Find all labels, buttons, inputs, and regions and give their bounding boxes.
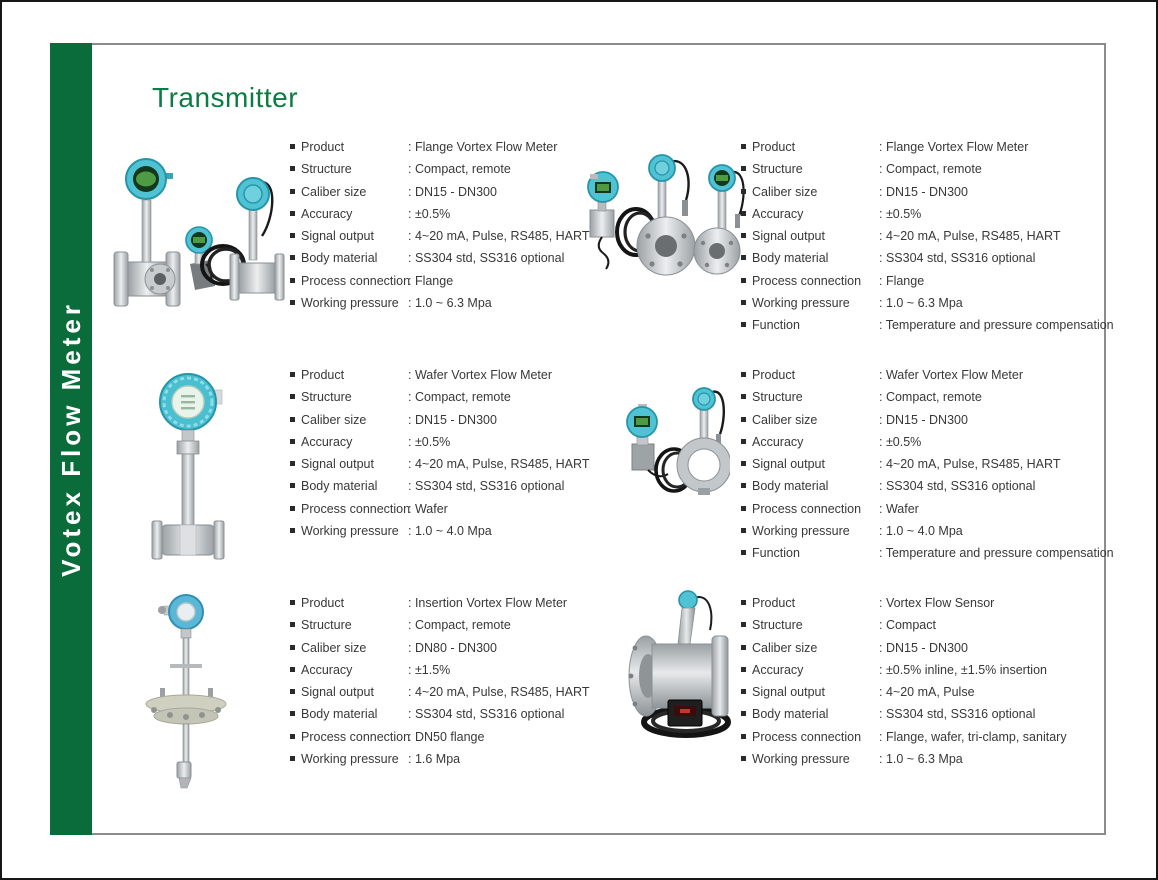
product-image-wafer-vortex-flow-meter-remote xyxy=(618,380,730,504)
spec-row xyxy=(741,726,1067,748)
spec-row xyxy=(290,520,589,542)
spec-row xyxy=(741,431,1114,453)
spec-row xyxy=(290,681,589,703)
spec-value: : Compact, remote xyxy=(879,162,982,177)
spec-row xyxy=(290,203,589,225)
spec-label: Working pressure xyxy=(752,524,850,539)
spec-label: Body material xyxy=(301,479,378,494)
spec-row xyxy=(741,225,1114,247)
spec-row xyxy=(290,158,589,180)
spec-value: : ±1.5% xyxy=(408,662,451,677)
spec-value: : Flange xyxy=(408,273,454,288)
bullet-square-icon xyxy=(741,394,746,399)
bullet-square-icon xyxy=(290,528,295,533)
spec-value: : SS304 std, SS316 optional xyxy=(879,707,1036,722)
spec-value: : Wafer Vortex Flow Meter xyxy=(408,368,553,382)
bullet-square-icon xyxy=(741,211,746,216)
spec-label: Accuracy xyxy=(752,434,804,449)
spec-row xyxy=(290,431,589,453)
bullet-square-icon xyxy=(290,689,295,694)
bullet-square-icon xyxy=(290,711,295,716)
bullet-square-icon xyxy=(741,189,746,194)
spec-label: Working pressure xyxy=(301,296,399,311)
bullet-square-icon xyxy=(741,372,746,377)
bullet-square-icon xyxy=(290,461,295,466)
spec-value: : SS304 std, SS316 optional xyxy=(879,479,1036,494)
bullet-square-icon xyxy=(741,300,746,305)
bullet-square-icon xyxy=(741,689,746,694)
spec-label: Product xyxy=(301,596,345,610)
bullet-square-icon xyxy=(741,461,746,466)
product-spec-block-4 xyxy=(741,364,1114,565)
bullet-square-icon xyxy=(741,278,746,283)
spec-row xyxy=(741,542,1114,564)
spec-row xyxy=(290,409,589,431)
spec-label: Structure xyxy=(752,390,803,405)
spec-row xyxy=(741,203,1114,225)
spec-row xyxy=(290,292,589,314)
page-title: Transmitter xyxy=(152,82,299,113)
bullet-square-icon xyxy=(290,417,295,422)
spec-row xyxy=(741,592,1067,614)
bullet-square-icon xyxy=(741,622,746,627)
spec-value: : 4~20 mA, Pulse, RS485, HART xyxy=(408,229,590,244)
bullet-square-icon xyxy=(290,166,295,171)
spec-row xyxy=(741,520,1114,542)
spec-label: Caliber size xyxy=(301,412,367,427)
spec-label: Product xyxy=(752,140,796,154)
spec-label: Signal output xyxy=(752,685,825,700)
spec-label: Body material xyxy=(752,479,829,494)
spec-row xyxy=(290,748,589,770)
spec-label: Accuracy xyxy=(752,206,804,221)
spec-value: : 4~20 mA, Pulse, RS485, HART xyxy=(408,457,590,472)
spec-row xyxy=(290,659,589,681)
bullet-square-icon xyxy=(741,322,746,327)
spec-value: : SS304 std, SS316 optional xyxy=(879,251,1036,266)
bullet-square-icon xyxy=(290,645,295,650)
spec-label: Caliber size xyxy=(752,184,818,199)
bullet-square-icon xyxy=(741,550,746,555)
spec-value: : Temperature and pressure compensation xyxy=(879,318,1114,333)
product-image-vortex-flow-sensor xyxy=(618,588,742,742)
spec-value: : ±0.5% xyxy=(408,434,451,449)
spec-label: Caliber size xyxy=(301,184,367,199)
bullet-square-icon xyxy=(741,506,746,511)
spec-row xyxy=(741,748,1067,770)
spec-label: Caliber size xyxy=(752,640,818,655)
spec-row xyxy=(290,181,589,203)
spec-label: Product xyxy=(301,368,345,382)
bullet-square-icon xyxy=(741,734,746,739)
spec-row xyxy=(741,614,1067,636)
spec-value: : 4~20 mA, Pulse, RS485, HART xyxy=(408,685,590,700)
bullet-square-icon xyxy=(741,166,746,171)
spec-row xyxy=(290,637,589,659)
spec-row xyxy=(290,592,589,614)
spec-label: Accuracy xyxy=(752,662,804,677)
spec-label: Process connection xyxy=(752,729,862,744)
bullet-square-icon xyxy=(741,439,746,444)
bullet-square-icon xyxy=(290,600,295,605)
spec-label: Function xyxy=(752,318,800,333)
spec-value: : Wafer xyxy=(879,501,919,516)
spec-label: Body material xyxy=(301,251,378,266)
spec-label: Accuracy xyxy=(301,662,353,677)
bullet-square-icon xyxy=(290,278,295,283)
bullet-square-icon xyxy=(290,394,295,399)
spec-value: : SS304 std, SS316 optional xyxy=(408,707,565,722)
spec-label: Process connection xyxy=(752,501,862,516)
spec-value: : Compact, remote xyxy=(879,390,982,405)
spec-value: : ±0.5% xyxy=(408,206,451,221)
spec-value: : Insertion Vortex Flow Meter xyxy=(408,596,568,610)
spec-label: Structure xyxy=(301,618,352,633)
spec-label: Process connection xyxy=(301,729,411,744)
spec-row xyxy=(741,314,1114,336)
bullet-square-icon xyxy=(741,645,746,650)
bullet-square-icon xyxy=(290,756,295,761)
spec-label: Product xyxy=(752,368,796,382)
spec-value: : DN50 flange xyxy=(408,729,485,744)
spec-value: : 1.0 ~ 6.3 Mpa xyxy=(408,296,492,311)
spec-value: : Temperature and pressure compensation xyxy=(879,546,1114,561)
spec-value: : DN80 - DN300 xyxy=(408,640,497,655)
bullet-square-icon xyxy=(290,211,295,216)
spec-row xyxy=(741,637,1067,659)
spec-row xyxy=(290,726,589,748)
spec-row xyxy=(741,364,1114,386)
spec-row xyxy=(741,158,1114,180)
spec-label: Product xyxy=(752,596,796,610)
spec-label: Process connection xyxy=(752,273,862,288)
product-spec-block-6 xyxy=(741,592,1067,770)
spec-row xyxy=(290,703,589,725)
sidebar xyxy=(50,43,92,835)
product-spec-block-2 xyxy=(741,136,1114,337)
bullet-square-icon xyxy=(290,233,295,238)
spec-row xyxy=(741,659,1067,681)
bullet-square-icon xyxy=(741,483,746,488)
spec-row xyxy=(290,270,589,292)
spec-label: Body material xyxy=(752,707,829,722)
spec-value: : Compact, remote xyxy=(408,162,511,177)
product-image-flange-vortex-flow-meter-2 xyxy=(574,148,750,282)
spec-value: : Vortex Flow Sensor xyxy=(879,596,995,610)
product-image-wafer-vortex-flow-meter xyxy=(132,362,247,562)
spec-row xyxy=(290,475,589,497)
bullet-square-icon xyxy=(290,734,295,739)
spec-value: : Flange xyxy=(879,273,925,288)
bullet-square-icon xyxy=(741,600,746,605)
spec-label: Function xyxy=(752,546,800,561)
spec-row xyxy=(741,681,1067,703)
bullet-square-icon xyxy=(741,528,746,533)
spec-row xyxy=(741,181,1114,203)
bullet-square-icon xyxy=(290,506,295,511)
spec-row xyxy=(290,225,589,247)
spec-value: : SS304 std, SS316 optional xyxy=(408,251,565,266)
spec-row xyxy=(290,136,589,158)
spec-label: Accuracy xyxy=(301,434,353,449)
spec-label: Signal output xyxy=(301,685,374,700)
spec-value: : ±0.5% xyxy=(879,206,922,221)
bullet-square-icon xyxy=(290,439,295,444)
bullet-square-icon xyxy=(290,483,295,488)
spec-label: Caliber size xyxy=(752,412,818,427)
spec-value: : Wafer xyxy=(408,501,448,516)
product-spec-block-1 xyxy=(290,136,589,314)
spec-label: Signal output xyxy=(301,229,374,244)
spec-row xyxy=(290,498,589,520)
spec-value: : DN15 - DN300 xyxy=(879,184,968,199)
sidebar-vertical-label: Votex Flow Meter xyxy=(55,301,86,577)
bullet-square-icon xyxy=(290,622,295,627)
spec-label: Process connection xyxy=(301,273,411,288)
spec-value: : 1.0 ~ 6.3 Mpa xyxy=(879,296,963,311)
spec-value: : 1.0 ~ 4.0 Mpa xyxy=(879,524,963,539)
spec-value: : Flange Vortex Flow Meter xyxy=(879,140,1029,154)
spec-label: Working pressure xyxy=(752,752,850,767)
spec-row xyxy=(290,614,589,636)
spec-row xyxy=(741,292,1114,314)
spec-value: : 1.0 ~ 6.3 Mpa xyxy=(879,752,963,767)
spec-value: : SS304 std, SS316 optional xyxy=(408,479,565,494)
spec-value: : Wafer Vortex Flow Meter xyxy=(879,368,1024,382)
spec-label: Product xyxy=(301,140,345,154)
spec-row xyxy=(741,136,1114,158)
bullet-square-icon xyxy=(741,233,746,238)
bullet-square-icon xyxy=(290,144,295,149)
product-image-flange-vortex-flow-meter xyxy=(102,148,292,312)
product-image-insertion-vortex-flow-meter xyxy=(122,588,250,792)
bullet-square-icon xyxy=(741,417,746,422)
spec-value: : Flange Vortex Flow Meter xyxy=(408,140,558,154)
spec-row xyxy=(741,386,1114,408)
spec-label: Structure xyxy=(752,162,803,177)
spec-row xyxy=(290,453,589,475)
spec-row xyxy=(741,270,1114,292)
spec-value: : Compact xyxy=(879,618,936,633)
bullet-square-icon xyxy=(741,711,746,716)
spec-label: Signal output xyxy=(752,229,825,244)
spec-value: : DN15 - DN300 xyxy=(408,184,497,199)
spec-value: : ±0.5% inline, ±1.5% insertion xyxy=(879,662,1047,677)
spec-label: Signal output xyxy=(752,457,825,472)
spec-row xyxy=(741,498,1114,520)
spec-row xyxy=(741,409,1114,431)
spec-value: : ±0.5% xyxy=(879,434,922,449)
spec-label: Caliber size xyxy=(301,640,367,655)
spec-value: : DN15 - DN300 xyxy=(879,412,968,427)
bullet-square-icon xyxy=(290,372,295,377)
bullet-square-icon xyxy=(290,667,295,672)
spec-value: : 1.6 Mpa xyxy=(408,752,461,767)
product-spec-block-5 xyxy=(290,592,589,770)
spec-value: : Compact, remote xyxy=(408,390,511,405)
spec-value: : Compact, remote xyxy=(408,618,511,633)
spec-value: : 4~20 mA, Pulse xyxy=(879,685,975,700)
spec-label: Body material xyxy=(752,251,829,266)
spec-label: Structure xyxy=(752,618,803,633)
spec-value: : 1.0 ~ 4.0 Mpa xyxy=(408,524,492,539)
spec-label: Structure xyxy=(301,162,352,177)
spec-label: Accuracy xyxy=(301,206,353,221)
product-spec-block-3 xyxy=(290,364,589,542)
spec-row xyxy=(741,247,1114,269)
spec-label: Process connection xyxy=(301,501,411,516)
bullet-square-icon xyxy=(741,667,746,672)
bullet-square-icon xyxy=(290,255,295,260)
spec-value: : 4~20 mA, Pulse, RS485, HART xyxy=(879,457,1061,472)
spec-row xyxy=(741,703,1067,725)
bullet-square-icon xyxy=(290,300,295,305)
spec-label: Signal output xyxy=(301,457,374,472)
spec-value: : DN15 - DN300 xyxy=(879,640,968,655)
spec-label: Working pressure xyxy=(301,752,399,767)
spec-label: Working pressure xyxy=(301,524,399,539)
spec-value: : 4~20 mA, Pulse, RS485, HART xyxy=(879,229,1061,244)
bullet-square-icon xyxy=(290,189,295,194)
spec-row xyxy=(741,475,1114,497)
spec-value: : DN15 - DN300 xyxy=(408,412,497,427)
spec-row xyxy=(290,386,589,408)
bullet-square-icon xyxy=(741,144,746,149)
spec-value: : Flange, wafer, tri-clamp, sanitary xyxy=(879,729,1067,744)
bullet-square-icon xyxy=(741,255,746,260)
spec-label: Structure xyxy=(301,390,352,405)
spec-row xyxy=(290,364,589,386)
spec-row xyxy=(741,453,1114,475)
spec-label: Working pressure xyxy=(752,296,850,311)
spec-label: Body material xyxy=(301,707,378,722)
bullet-square-icon xyxy=(741,756,746,761)
spec-row xyxy=(290,247,589,269)
